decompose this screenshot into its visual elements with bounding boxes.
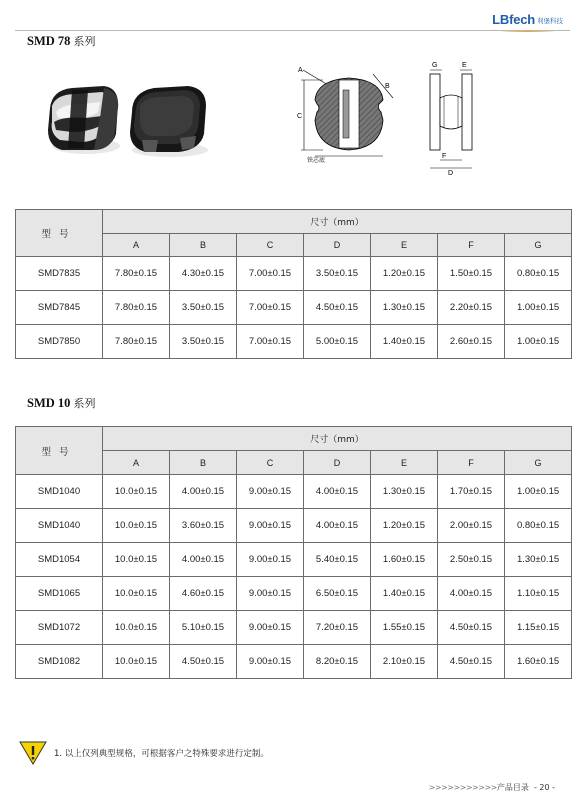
value-cell: 7.00±0.15 xyxy=(237,325,304,359)
column-header-f: F xyxy=(438,234,505,257)
value-cell: 1.30±0.15 xyxy=(505,543,572,577)
model-cell: SMD1040 xyxy=(16,475,103,509)
value-cell: 1.00±0.15 xyxy=(505,291,572,325)
value-cell: 10.0±0.15 xyxy=(103,475,170,509)
value-cell: 2.10±0.15 xyxy=(371,645,438,679)
dimension-drawing-front xyxy=(293,58,403,170)
value-cell: 1.20±0.15 xyxy=(371,509,438,543)
table-row xyxy=(16,543,572,577)
value-cell: 0.80±0.15 xyxy=(505,509,572,543)
column-header-c: C xyxy=(237,451,304,475)
value-cell: 7.00±0.15 xyxy=(237,291,304,325)
page-footer xyxy=(429,782,555,793)
value-cell: 4.50±0.15 xyxy=(304,291,371,325)
label-c: C xyxy=(297,113,303,120)
value-cell: 9.00±0.15 xyxy=(237,577,304,611)
model-header: 型号 xyxy=(16,427,103,475)
value-cell: 9.00±0.15 xyxy=(237,475,304,509)
model-cell: SMD1040 xyxy=(16,509,103,543)
value-cell: 4.00±0.15 xyxy=(304,509,371,543)
value-cell: 1.15±0.15 xyxy=(505,611,572,645)
column-header-a: A xyxy=(103,451,170,475)
value-cell: 4.00±0.15 xyxy=(304,475,371,509)
value-cell: 7.00±0.15 xyxy=(237,257,304,291)
label-e: E xyxy=(462,62,467,69)
model-cell: SMD7835 xyxy=(16,257,103,291)
value-cell: 4.60±0.15 xyxy=(170,577,237,611)
column-header-e: E xyxy=(371,234,438,257)
warning-icon xyxy=(18,740,48,766)
label-b: B xyxy=(385,83,390,90)
value-cell: 9.00±0.15 xyxy=(237,543,304,577)
value-cell: 3.50±0.15 xyxy=(304,257,371,291)
value-cell: 3.50±0.15 xyxy=(170,291,237,325)
value-cell: 4.50±0.15 xyxy=(438,645,505,679)
product-photo-coil-open xyxy=(42,78,124,158)
table-row xyxy=(16,611,572,645)
value-cell: 1.10±0.15 xyxy=(505,577,572,611)
section-title-smd10 xyxy=(27,395,96,411)
table-row xyxy=(16,475,572,509)
model-cell: SMD7850 xyxy=(16,325,103,359)
column-header-b: B xyxy=(170,234,237,257)
section-title-cn: 系列 xyxy=(73,35,96,48)
value-cell: 7.80±0.15 xyxy=(103,257,170,291)
section-title-cn: 系列 xyxy=(73,397,96,410)
value-cell: 2.50±0.15 xyxy=(438,543,505,577)
model-cell: SMD7845 xyxy=(16,291,103,325)
value-cell: 9.00±0.15 xyxy=(237,645,304,679)
footer-arrows: >>>>>>>>>>> xyxy=(428,783,497,792)
value-cell: 1.40±0.15 xyxy=(371,325,438,359)
label-core: 铁芯底 xyxy=(307,157,326,164)
model-cell: SMD1054 xyxy=(16,543,103,577)
value-cell: 5.40±0.15 xyxy=(304,543,371,577)
table-row xyxy=(16,257,572,291)
label-a: A xyxy=(298,67,303,74)
value-cell: 10.0±0.15 xyxy=(103,577,170,611)
column-header-e: E xyxy=(371,451,438,475)
value-cell: 1.00±0.15 xyxy=(505,475,572,509)
value-cell: 3.60±0.15 xyxy=(170,509,237,543)
spec-table-smd10 xyxy=(15,426,572,679)
value-cell: 2.00±0.15 xyxy=(438,509,505,543)
value-cell: 1.50±0.15 xyxy=(438,257,505,291)
value-cell: 1.20±0.15 xyxy=(371,257,438,291)
dimension-header: 尺寸（mm） xyxy=(103,427,572,451)
model-cell: SMD1065 xyxy=(16,577,103,611)
table-row xyxy=(16,577,572,611)
dimension-header: 尺寸（mm） xyxy=(103,210,572,234)
logo-text: LBfech xyxy=(492,12,535,27)
column-header-d: D xyxy=(304,451,371,475)
value-cell: 5.00±0.15 xyxy=(304,325,371,359)
column-header-f: F xyxy=(438,451,505,475)
page-number: - 20 - xyxy=(533,783,555,792)
product-photo-coil-shielded xyxy=(122,78,214,160)
note xyxy=(18,740,269,766)
logo-cn-text: 利堡科技 xyxy=(537,17,563,25)
value-cell: 8.20±0.15 xyxy=(304,645,371,679)
value-cell: 4.00±0.15 xyxy=(438,577,505,611)
value-cell: 7.80±0.15 xyxy=(103,325,170,359)
label-g: G xyxy=(432,62,438,69)
value-cell: 2.20±0.15 xyxy=(438,291,505,325)
value-cell: 10.0±0.15 xyxy=(103,611,170,645)
value-cell: 6.50±0.15 xyxy=(304,577,371,611)
table-row xyxy=(16,291,572,325)
table-row xyxy=(16,645,572,679)
note-text: 1. 以上仅列典型规格，可根据客户之特殊要求进行定制。 xyxy=(54,749,269,759)
column-header-g: G xyxy=(505,234,572,257)
value-cell: 2.60±0.15 xyxy=(438,325,505,359)
value-cell: 1.70±0.15 xyxy=(438,475,505,509)
section-title-en: SMD 10 xyxy=(27,396,71,410)
value-cell: 1.00±0.15 xyxy=(505,325,572,359)
header-divider xyxy=(15,30,570,31)
value-cell: 10.0±0.15 xyxy=(103,645,170,679)
footer-label: 产品目录 xyxy=(496,783,529,792)
value-cell: 4.50±0.15 xyxy=(170,645,237,679)
column-header-c: C xyxy=(237,234,304,257)
value-cell: 4.00±0.15 xyxy=(170,543,237,577)
value-cell: 4.50±0.15 xyxy=(438,611,505,645)
value-cell: 1.40±0.15 xyxy=(371,577,438,611)
column-header-a: A xyxy=(103,234,170,257)
column-header-b: B xyxy=(170,451,237,475)
value-cell: 1.55±0.15 xyxy=(371,611,438,645)
column-header-d: D xyxy=(304,234,371,257)
value-cell: 1.30±0.15 xyxy=(371,291,438,325)
column-header-g: G xyxy=(505,451,572,475)
label-f: F xyxy=(442,153,447,160)
value-cell: 4.00±0.15 xyxy=(170,475,237,509)
section-title-en: SMD 78 xyxy=(27,34,71,48)
value-cell: 9.00±0.15 xyxy=(237,611,304,645)
section-title-smd78 xyxy=(27,33,96,49)
value-cell: 7.20±0.15 xyxy=(304,611,371,645)
table-row xyxy=(16,509,572,543)
value-cell: 9.00±0.15 xyxy=(237,509,304,543)
model-header: 型号 xyxy=(16,210,103,257)
value-cell: 1.60±0.15 xyxy=(505,645,572,679)
table-row xyxy=(16,325,572,359)
company-logo xyxy=(492,9,563,27)
value-cell: 3.50±0.15 xyxy=(170,325,237,359)
dimension-drawing-side xyxy=(420,58,482,176)
model-cell: SMD1072 xyxy=(16,611,103,645)
value-cell: 0.80±0.15 xyxy=(505,257,572,291)
value-cell: 5.10±0.15 xyxy=(170,611,237,645)
value-cell: 10.0±0.15 xyxy=(103,543,170,577)
value-cell: 10.0±0.15 xyxy=(103,509,170,543)
value-cell: 1.60±0.15 xyxy=(371,543,438,577)
label-d: D xyxy=(448,170,454,176)
value-cell: 7.80±0.15 xyxy=(103,291,170,325)
spec-table-smd78 xyxy=(15,209,572,359)
model-cell: SMD1082 xyxy=(16,645,103,679)
value-cell: 1.30±0.15 xyxy=(371,475,438,509)
value-cell: 4.30±0.15 xyxy=(170,257,237,291)
